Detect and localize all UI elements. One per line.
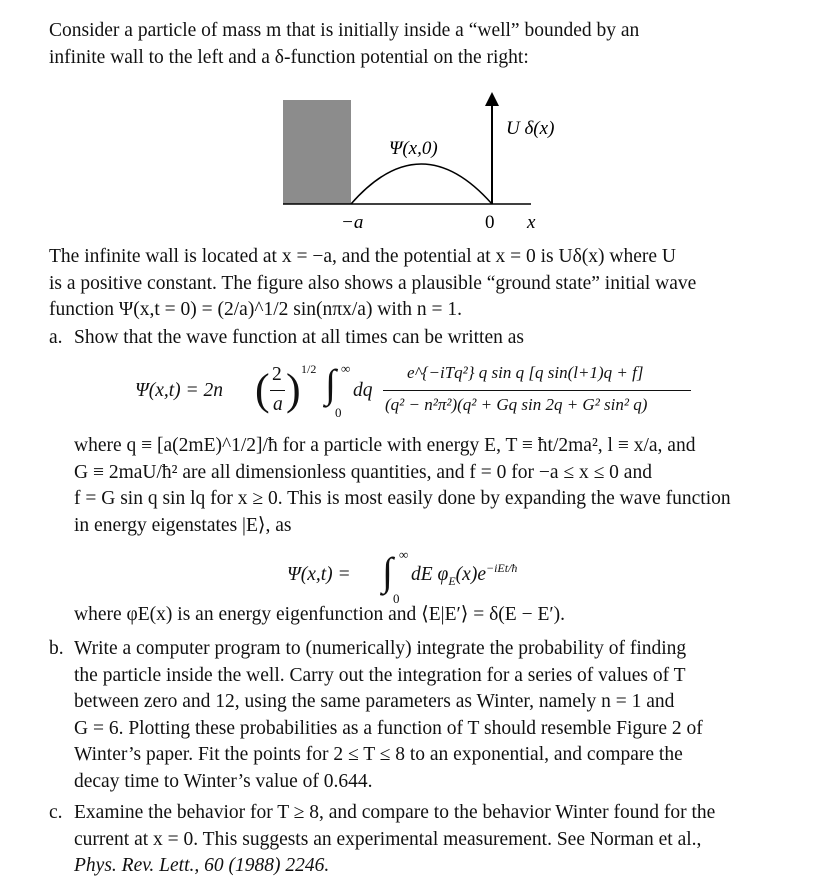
eq1-fraction-bar xyxy=(383,390,691,391)
eq2-int-upper: ∞ xyxy=(399,547,409,562)
eq2-body xyxy=(411,562,517,590)
eq1-close-paren: ) xyxy=(286,365,301,414)
part-b-text xyxy=(74,636,762,795)
equation-1 xyxy=(135,356,695,426)
eq2-int-lower: 0 xyxy=(393,591,400,606)
part-b-line-6: decay time to Winter’s value of 0.644. xyxy=(74,770,373,792)
part-a-intro: Show that the wave function at all times can be written as xyxy=(74,327,524,348)
part-c-line-3: Phys. Rev. Lett., 60 (1988) 2246. xyxy=(74,855,330,876)
part-a-line-4: f = G sin q sin lq for x ≥ 0. This is most easily done by expanding the wave function xyxy=(74,488,731,509)
desc-line-1: The infinite wall is located at x = −a, and the potential at x = 0 is Uδ(x) where U xyxy=(49,246,676,267)
eq1-int-upper: ∞ xyxy=(341,361,351,376)
part-b-line-5: Winter’s paper. Fit the points for 2 ≤ T ≤ 8 to an exponential, and compare the xyxy=(74,744,683,765)
eq2-sub: E xyxy=(448,574,456,588)
eq1-power: 1/2 xyxy=(301,362,317,376)
label-potential: U δ(x) xyxy=(506,118,555,139)
eq1-frac-num: 2 xyxy=(272,364,282,385)
part-a-line-6: where φE(x) is an energy eigenfunction and ⟨E|E′⟩ = δ(E − E′). xyxy=(74,604,565,625)
part-c-line-1: Examine the behavior for T ≥ 8, and compare to the behavior Winter found for the xyxy=(74,802,716,823)
part-a-eigen-note xyxy=(74,602,762,629)
eq1-frac-den: a xyxy=(273,394,283,415)
equation-2 xyxy=(287,548,567,604)
eq2-lhs: Ψ(x,t) = xyxy=(287,564,351,585)
part-b-line-3: between zero and 12, using the same parameters as Winter, namely n = 1 and xyxy=(74,691,675,712)
description-paragraph xyxy=(49,244,761,324)
part-c-label: c. xyxy=(49,802,63,823)
eq1-lhs: Ψ(x,t) = 2n xyxy=(135,380,224,401)
eq1-numerator: e^{−iTq²} q sin q [q sin(l+1)q + f] xyxy=(407,363,644,382)
label-wave: Ψ(x,0) xyxy=(389,138,438,159)
wave-function-curve xyxy=(351,164,492,204)
eq2-body-text: dE φ xyxy=(411,564,449,585)
part-b-line-1: Write a computer program to (numerically) integrate the probability of finding xyxy=(74,638,687,659)
part-c-text xyxy=(74,800,762,880)
part-b-line-4: G = 6. Plotting these probabilities as a function of T should resemble Figure 2 of xyxy=(74,717,703,739)
desc-line-3: function Ψ(x,t = 0) = (2/a)^1/2 sin(nπx/a) with n = 1. xyxy=(49,299,462,320)
part-b-label: b. xyxy=(49,638,64,659)
desc-line-2: is a positive constant. The figure also shows a plausible “ground state” initial wave xyxy=(49,272,697,294)
part-a-line-2: where q ≡ [a(2mE)^1/2]/ħ for a particle with energy E, T ≡ ħt/2ma², l ≡ x/a, and xyxy=(74,435,696,456)
eq1-frac-bar xyxy=(270,390,285,391)
part-a-definitions xyxy=(74,433,762,539)
part-b-line-2: the particle inside the well. Carry out the integration for a series of values of T xyxy=(74,664,686,686)
delta-arrowhead xyxy=(485,92,499,106)
eq1-integral-sign: ∫ xyxy=(325,361,336,406)
intro-line-2: infinite wall to the left and a δ-function potential on the right: xyxy=(49,46,529,68)
eq2-rest: (x)e xyxy=(455,564,486,585)
label-x: x xyxy=(527,212,536,233)
label-minus-a: −a xyxy=(341,212,364,233)
eq2-integral-sign: ∫ xyxy=(382,549,393,594)
eq2-exp: −iEt/ħ xyxy=(485,561,518,575)
intro-line-1: Consider a particle of mass m that is initially inside a “well” bounded by an xyxy=(49,20,640,41)
infinite-wall xyxy=(283,100,351,204)
eq1-dq: dq xyxy=(353,380,373,401)
eq1-int-lower: 0 xyxy=(335,405,342,420)
part-a-line-3: G ≡ 2maU/ħ² are all dimensionless quantities, and f = 0 for −a ≤ x ≤ 0 and xyxy=(74,461,652,483)
eq1-open-paren: ( xyxy=(255,365,270,414)
part-c-line-2: current at x = 0. This suggests an experimental measurement. See Norman et al., xyxy=(74,828,702,850)
part-a-line-5: in energy eigenstates |E⟩, as xyxy=(74,514,292,536)
eq1-denominator: (q² − n²π²)(q² + Gq sin 2q + G² sin² q) xyxy=(385,395,648,414)
intro-paragraph xyxy=(49,18,761,71)
part-a-label: a. xyxy=(49,327,63,348)
label-zero: 0 xyxy=(485,212,495,233)
